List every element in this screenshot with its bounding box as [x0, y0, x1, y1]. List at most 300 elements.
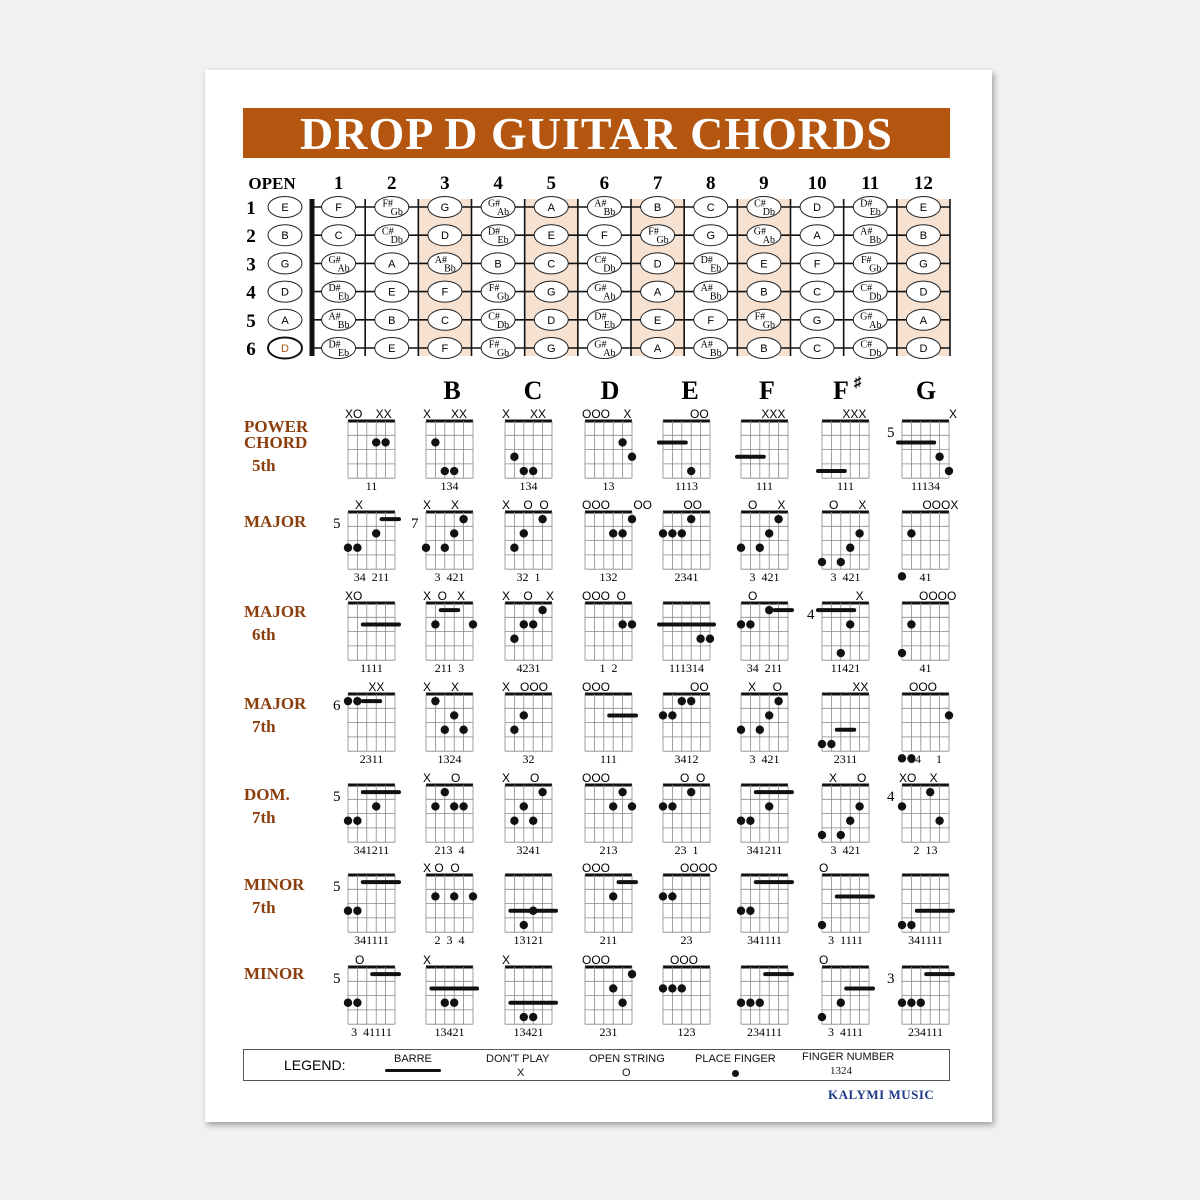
- chord-open-muted: X: [819, 589, 864, 603]
- note-s4-f1-flat: Eb: [338, 291, 350, 303]
- chord-finger-numbers: 2341: [674, 570, 699, 585]
- chord-position: 3: [887, 971, 895, 987]
- column-header-E: E: [681, 376, 699, 405]
- chord-diagram: [423, 680, 473, 766]
- chord-finger-dot: [945, 711, 953, 719]
- note-s5-f11-sharp: G#: [860, 311, 873, 323]
- chord-finger-dot: [450, 529, 458, 537]
- chord-finger-dot: [935, 453, 943, 461]
- chord-finger-dot: [353, 544, 361, 552]
- chord-finger-dot: [765, 606, 773, 614]
- chord-finger-numbers: 132: [599, 570, 618, 585]
- note-s2-f6-label: F: [601, 230, 608, 243]
- chord-open-muted: XXX: [819, 407, 867, 421]
- chord-finger-dot: [372, 802, 380, 810]
- chord-diagram: [659, 680, 710, 766]
- note-s4-f7-label: A: [653, 286, 662, 299]
- chord-open-muted: X X: [423, 498, 460, 512]
- chord-finger-dot: [855, 802, 863, 810]
- chord-finger-numbers: 2 13: [913, 843, 938, 858]
- chord-open-muted: O X: [738, 498, 786, 512]
- chord-finger-dot: [510, 544, 518, 552]
- chord-open-muted: XO XX: [345, 407, 392, 421]
- note-s2-f9-flat: Ab: [762, 235, 776, 247]
- chord-finger-dot: [618, 529, 626, 537]
- note-s1-f11-flat: Eb: [869, 207, 881, 218]
- chord-finger-dot: [529, 467, 537, 475]
- chord-diagram: [818, 407, 869, 493]
- row-label-line: MINOR: [244, 964, 305, 983]
- note-s5-f6-sharp: D#: [594, 311, 607, 323]
- chord-diagram: [502, 680, 552, 766]
- chord-finger-dot: [926, 788, 934, 796]
- chord-open-muted: OO: [660, 407, 709, 421]
- chord-finger-numbers: 34 211: [746, 661, 783, 676]
- note-s6-f12-label: D: [919, 343, 928, 355]
- chord-finger-dot: [450, 892, 458, 900]
- note-s1-f1-label: F: [335, 202, 342, 214]
- row-label-line: DOM.: [244, 785, 290, 804]
- chord-open-muted: O: [819, 861, 829, 875]
- chord-open-muted: X O: [738, 680, 783, 694]
- chord-finger-numbers: 3241: [516, 843, 541, 858]
- chord-open-muted: OOOO: [899, 589, 957, 603]
- chord-diagram: [818, 498, 869, 584]
- chord-finger-numbers: 41: [919, 661, 932, 676]
- chord-finger-dot: [628, 802, 636, 810]
- chord-open-muted: OOO: [582, 771, 611, 785]
- chord-finger-dot: [538, 788, 546, 796]
- chord-finger-dot: [520, 529, 528, 537]
- note-s5-f4-flat: Db: [496, 319, 510, 331]
- fret-number-11: 11: [861, 173, 880, 194]
- chord-position: 4: [887, 789, 895, 805]
- chord-finger-dot: [520, 1013, 528, 1021]
- chord-finger-dot: [529, 620, 537, 628]
- note-s1-f4-flat: Ab: [496, 207, 510, 218]
- row-sublabel-3: 7th: [252, 717, 276, 736]
- chord-finger-numbers: 341111: [747, 933, 782, 948]
- chord-open-muted: OOO: [582, 680, 611, 694]
- chord-finger-dot: [618, 999, 626, 1007]
- chord-diagram: [737, 875, 792, 947]
- row-label-6: [244, 964, 305, 983]
- chord-finger-numbers: 3 421: [830, 843, 861, 858]
- chord-diagram: [737, 785, 792, 857]
- chord-diagram: [898, 498, 959, 584]
- fret-number-3: 3: [440, 173, 450, 194]
- chord-finger-numbers: 11421: [830, 661, 861, 676]
- chord-open-muted: XX: [345, 680, 385, 694]
- chord-finger-dot: [381, 438, 389, 446]
- chord-finger-dot: [818, 558, 826, 566]
- chord-finger-numbers: 134: [519, 479, 538, 494]
- open-note-2-label: B: [281, 230, 289, 243]
- note-s3-f11-flat: Gb: [869, 263, 882, 275]
- chord-finger-dot: [520, 921, 528, 929]
- note-s2-f5-label: E: [547, 230, 555, 243]
- chord-position: 5: [333, 879, 341, 895]
- chord-finger-numbers: 211 3: [434, 661, 465, 676]
- chord-position: 7: [411, 516, 419, 532]
- chord-open-muted: OO: [660, 680, 709, 694]
- chord-finger-numbers: 1 2: [599, 661, 618, 676]
- chord-open-muted: OOOX: [899, 498, 959, 512]
- chord-diagram: [807, 589, 869, 675]
- chord-finger-dot: [837, 831, 845, 839]
- note-s1-f2-flat: Gb: [390, 207, 403, 218]
- chord-finger-dot: [618, 438, 626, 446]
- string-number-3: 3: [246, 254, 256, 276]
- chord-finger-numbers: 2311: [833, 752, 858, 767]
- note-s1-f5-label: A: [547, 202, 555, 214]
- note-s2-f4-flat: Eb: [497, 235, 509, 247]
- chord-open-muted: OO: [660, 498, 703, 512]
- chord-diagram: [659, 407, 710, 493]
- chord-diagram: [582, 953, 636, 1039]
- row-sublabel-2: 6th: [252, 625, 276, 644]
- note-s1-f2-sharp: F#: [382, 198, 394, 210]
- note-s1-f11-sharp: D#: [860, 198, 873, 210]
- chord-finger-numbers: 1111: [360, 661, 383, 676]
- chord-position: 5: [333, 789, 341, 805]
- chord-finger-numbers: 4231: [516, 661, 541, 676]
- chord-finger-dot: [898, 754, 906, 762]
- chord-finger-dot: [737, 999, 745, 1007]
- chord-open-muted: XXX: [738, 407, 786, 421]
- fret-number-4: 4: [493, 173, 503, 194]
- chord-position: 4: [807, 607, 815, 623]
- chord-open-muted: X X: [423, 680, 460, 694]
- chord-finger-dot: [659, 711, 667, 719]
- chord-open-muted: X OOO: [502, 680, 549, 694]
- chord-finger-dot: [422, 544, 430, 552]
- chord-finger-numbers: 111: [755, 479, 774, 494]
- chord-open-muted: X: [899, 407, 958, 421]
- note-s3-f3-flat: Bb: [444, 263, 456, 275]
- chord-finger-dot: [372, 438, 380, 446]
- row-label-line: MAJOR: [244, 694, 307, 713]
- chord-finger-dot: [459, 802, 467, 810]
- note-s1-f6-flat: Bb: [603, 207, 616, 218]
- legend-barre-icon: [385, 1069, 441, 1072]
- note-s4-f4-flat: Gb: [496, 291, 510, 303]
- chord-finger-dot: [628, 620, 636, 628]
- note-s2-f11-sharp: A#: [860, 226, 873, 238]
- fret-number-7: 7: [652, 173, 663, 194]
- fret-number-9: 9: [759, 173, 769, 194]
- chord-finger-dot: [659, 984, 667, 992]
- chord-finger-dot: [907, 529, 915, 537]
- row-label-3: [244, 694, 307, 713]
- chord-diagram: [582, 680, 636, 766]
- chord-diagram: [582, 498, 652, 584]
- fret-number-5: 5: [546, 173, 556, 194]
- chord-finger-numbers: 3 421: [749, 570, 780, 585]
- note-s4-f8-sharp: A#: [700, 283, 713, 295]
- legend-open-string-label: OPEN STRING: [589, 1053, 665, 1065]
- chord-finger-numbers: 23: [680, 933, 693, 948]
- chord-diagram: [582, 771, 636, 857]
- chord-finger-dot: [737, 620, 745, 628]
- note-s5-f2-label: B: [388, 314, 396, 327]
- chord-finger-dot: [344, 697, 352, 705]
- note-s5-f9-flat: Gb: [762, 319, 776, 331]
- chord-finger-dot: [510, 726, 518, 734]
- chord-open-muted: O X: [819, 498, 867, 512]
- chord-finger-dot: [520, 467, 528, 475]
- chord-open-muted: X XX: [423, 407, 468, 421]
- note-s5-f6-flat: Eb: [603, 319, 615, 331]
- chord-open-muted: X O: [819, 771, 867, 785]
- chord-diagram: [502, 953, 556, 1039]
- chord-diagram: [898, 680, 953, 766]
- chord-diagram: [659, 771, 710, 857]
- chord-diagram: [582, 589, 636, 675]
- chord-finger-dot: [818, 921, 826, 929]
- chord-finger-numbers: 234111: [746, 1025, 783, 1040]
- chord-finger-dot: [529, 817, 537, 825]
- chord-finger-dot: [756, 999, 764, 1007]
- chord-open-muted: X: [502, 953, 511, 967]
- note-s5-f3-label: C: [440, 314, 449, 327]
- note-s2-f1-label: C: [334, 230, 343, 243]
- chord-position: 6: [333, 698, 341, 714]
- chord-diagram: [333, 785, 399, 857]
- chord-finger-dot: [818, 740, 826, 748]
- note-s4-f2-label: E: [388, 286, 396, 299]
- chord-diagram: [505, 875, 556, 947]
- chord-finger-dot: [353, 999, 361, 1007]
- chord-open-muted: X O O: [502, 498, 549, 512]
- chord-finger-numbers: 11: [365, 479, 378, 494]
- chord-diagram: [898, 875, 953, 947]
- chord-diagram: [659, 498, 710, 584]
- chord-open-muted: O: [345, 953, 365, 967]
- legend-title: LEGEND:: [284, 1057, 346, 1073]
- open-note-6-label: D: [281, 343, 289, 355]
- row-label-1: [244, 512, 307, 531]
- chord-diagram: [502, 589, 554, 675]
- chord-open-muted: OOO X: [582, 407, 632, 421]
- open-note-1-label: E: [281, 202, 289, 214]
- chord-open-muted: XO X: [899, 771, 938, 785]
- note-s3-f6-sharp: C#: [594, 254, 607, 266]
- note-s4-f6-sharp: G#: [594, 283, 607, 295]
- chord-finger-dot: [687, 467, 695, 475]
- chord-finger-dot: [837, 558, 845, 566]
- note-s3-f5-label: C: [547, 258, 556, 271]
- chord-finger-dot: [529, 907, 537, 915]
- chord-finger-dot: [441, 788, 449, 796]
- chord-finger-dot: [756, 544, 764, 552]
- chord-finger-dot: [737, 907, 745, 915]
- chord-finger-dot: [344, 999, 352, 1007]
- fret-number-8: 8: [706, 173, 716, 194]
- chord-diagram: [818, 771, 869, 857]
- note-s3-f10-label: F: [813, 258, 821, 271]
- chord-finger-dot: [441, 544, 449, 552]
- chord-finger-dot: [818, 831, 826, 839]
- chord-finger-dot: [344, 817, 352, 825]
- legend-finger-number-label: FINGER NUMBER: [802, 1051, 895, 1063]
- open-note-5-label: A: [281, 314, 289, 327]
- open-note-4-label: D: [281, 286, 289, 299]
- note-s5-f12-label: A: [919, 314, 928, 327]
- note-s1-f9-flat: Db: [762, 207, 776, 218]
- chord-finger-dot: [628, 970, 636, 978]
- chord-finger-numbers: 211: [599, 933, 618, 948]
- chord-finger-dot: [687, 697, 695, 705]
- column-header-C: C: [523, 376, 543, 405]
- string-number-6: 6: [246, 339, 256, 360]
- column-header-G: G: [915, 376, 937, 405]
- chord-finger-dot: [538, 606, 546, 614]
- chord-finger-dot: [945, 467, 953, 475]
- fret-number-6: 6: [599, 173, 610, 194]
- chord-open-muted: X O: [423, 771, 461, 785]
- chord-finger-dot: [372, 529, 380, 537]
- chord-finger-dot: [746, 620, 754, 628]
- chord-finger-dot: [687, 788, 695, 796]
- chord-diagram: [582, 407, 636, 493]
- note-s4-f9-label: B: [760, 286, 768, 299]
- note-s3-f12-label: G: [919, 258, 928, 271]
- chord-finger-dot: [917, 999, 925, 1007]
- note-s6-f2-label: E: [388, 343, 396, 355]
- chord-finger-dot: [431, 802, 439, 810]
- note-s4-f11-sharp: C#: [860, 283, 873, 295]
- note-s3-f8-sharp: D#: [700, 254, 713, 266]
- legend-open-icon: O: [622, 1067, 631, 1079]
- chord-finger-dot: [450, 802, 458, 810]
- note-s5-f11-flat: Ab: [869, 319, 882, 331]
- note-s1-f3-label: G: [440, 202, 450, 214]
- chord-diagram: [887, 771, 949, 857]
- chord-position: 5: [887, 425, 895, 441]
- note-s6-f4-sharp: F#: [488, 339, 500, 351]
- note-s5-f4-sharp: C#: [488, 311, 500, 323]
- legend-place-finger-label: PLACE FINGER: [695, 1053, 776, 1065]
- chord-finger-numbers: 341211: [746, 843, 783, 858]
- note-s1-f7-label: B: [653, 202, 662, 214]
- chord-diagram: [737, 498, 788, 584]
- note-s5-f5-label: D: [547, 314, 556, 327]
- chord-finger-dot: [520, 802, 528, 810]
- note-s2-f3-label: D: [440, 230, 449, 243]
- chord-finger-dot: [538, 515, 546, 523]
- chord-finger-dot: [774, 697, 782, 705]
- row-sublabel-0: 5th: [252, 456, 276, 475]
- chord-diagram: [423, 861, 477, 947]
- chord-finger-numbers: 32: [522, 752, 535, 767]
- chord-finger-dot: [907, 620, 915, 628]
- chord-finger-dot: [450, 999, 458, 1007]
- note-s1-f9-sharp: C#: [754, 198, 766, 210]
- chord-finger-dot: [529, 1013, 537, 1021]
- row-label-line: MINOR: [244, 875, 305, 894]
- note-s4-f10-label: C: [813, 286, 822, 299]
- chord-finger-dot: [765, 711, 773, 719]
- chord-diagram: [423, 407, 473, 493]
- note-s2-f2-flat: Db: [390, 235, 403, 247]
- open-label: OPEN: [248, 174, 296, 193]
- chord-diagram: [659, 953, 710, 1039]
- chord-finger-dot: [706, 635, 714, 643]
- chord-finger-dot: [898, 802, 906, 810]
- chord-finger-dot: [746, 817, 754, 825]
- chord-finger-numbers: 341111: [908, 933, 943, 948]
- note-s2-f4-sharp: D#: [487, 226, 501, 238]
- legend-x-icon: X: [517, 1067, 525, 1079]
- chord-finger-dot: [609, 892, 617, 900]
- chord-finger-dot: [628, 453, 636, 461]
- note-s3-f2-label: A: [388, 258, 396, 271]
- note-s5-f10-label: G: [812, 314, 822, 327]
- note-s4-f6-flat: Ab: [603, 291, 616, 303]
- chord-diagram: [423, 589, 477, 675]
- note-s5-f1-flat: Bb: [337, 319, 350, 331]
- note-s6-f7-label: A: [653, 343, 662, 355]
- chord-finger-dot: [818, 1013, 826, 1021]
- legend-box: [243, 1049, 950, 1081]
- chord-finger-dot: [846, 544, 854, 552]
- column-header-B: B: [443, 376, 461, 405]
- chord-finger-dot: [659, 802, 667, 810]
- chord-finger-dot: [678, 529, 686, 537]
- chord-finger-numbers: 341211: [353, 843, 390, 858]
- note-s3-f3-sharp: A#: [434, 254, 448, 266]
- chord-diagram: [502, 407, 552, 493]
- chord-diagram: [423, 953, 477, 1039]
- chord-finger-dot: [855, 529, 863, 537]
- note-s4-f1-sharp: D#: [328, 283, 341, 295]
- chord-finger-numbers: 213 4: [434, 843, 465, 858]
- chord-finger-numbers: 3412: [674, 752, 699, 767]
- chord-finger-numbers: 234111: [907, 1025, 944, 1040]
- chord-finger-dot: [765, 802, 773, 810]
- legend-dont-play-label: DON'T PLAY: [486, 1053, 550, 1065]
- chord-finger-dot: [520, 620, 528, 628]
- row-label-5: [244, 875, 305, 894]
- chord-open-muted: XX: [819, 680, 869, 694]
- chord-diagram: [818, 953, 873, 1039]
- chord-finger-dot: [659, 892, 667, 900]
- note-s6-f5-label: G: [546, 343, 556, 355]
- chord-finger-dot: [450, 467, 458, 475]
- note-s1-f10-label: D: [813, 202, 822, 214]
- chord-finger-dot: [609, 984, 617, 992]
- note-s5-f7-label: E: [653, 314, 662, 327]
- chord-open-muted: OOO OO: [582, 498, 653, 512]
- chord-finger-dot: [469, 620, 477, 628]
- chord-finger-numbers: 111: [599, 752, 618, 767]
- string-number-2: 2: [246, 226, 256, 248]
- chord-finger-numbers: 2 3 4: [434, 933, 465, 948]
- chord-open-muted: O: [819, 953, 829, 967]
- chord-finger-dot: [935, 817, 943, 825]
- chord-diagram: [737, 589, 792, 675]
- chord-finger-numbers: 213: [599, 843, 618, 858]
- fret-number-2: 2: [387, 173, 397, 194]
- fret-number-12: 12: [913, 173, 933, 194]
- chord-open-muted: X O X: [423, 589, 466, 603]
- chord-diagram: [818, 861, 873, 947]
- chord-finger-numbers: 32 1: [516, 570, 541, 585]
- chord-finger-dot: [459, 726, 467, 734]
- row-label-line: MAJOR: [244, 602, 307, 621]
- chord-finger-numbers: 231: [599, 1025, 618, 1040]
